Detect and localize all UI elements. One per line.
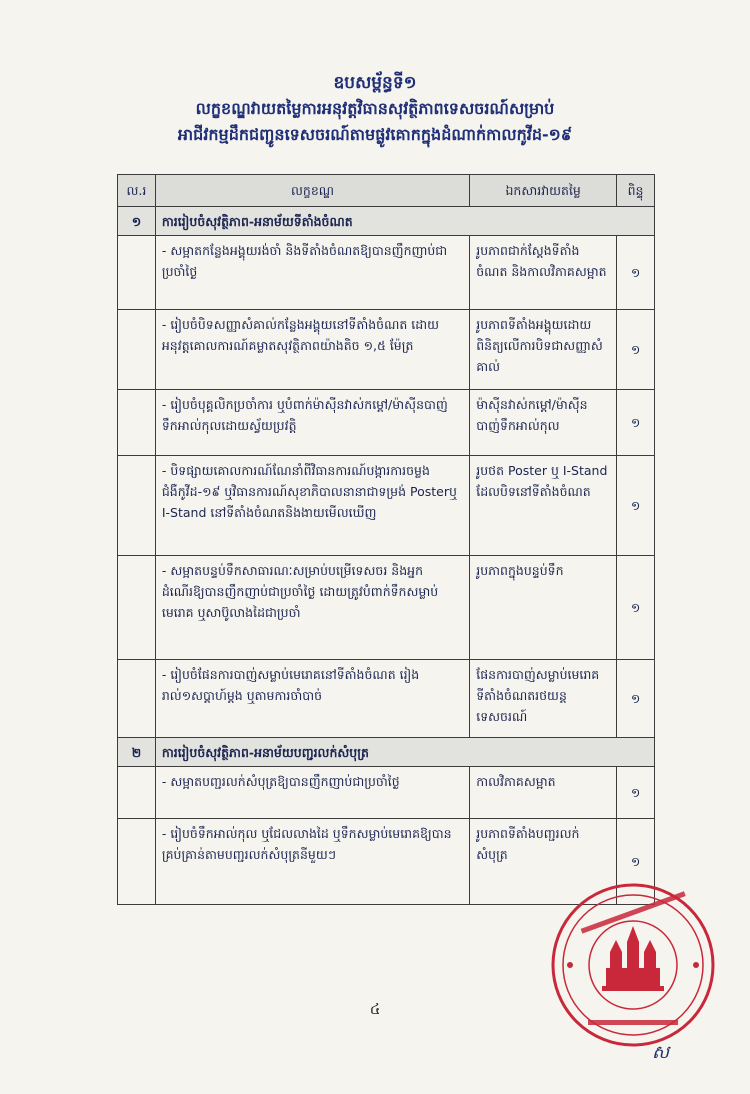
handwritten-initials: ស bbox=[652, 1042, 670, 1063]
criteria-cell: - រៀបចំផែនការបាញ់សម្លាប់មេរោគនៅទីតាំងចំណត រៀងរាល់១សប្តាហ៍ម្តង ឬតាមការចាំបាច់ bbox=[155, 660, 469, 738]
evidence-cell: រូបភាពជាក់ស្តែងទីតាំងចំណត និងកាលវិភាគសម្អាត bbox=[470, 236, 617, 310]
table-header-row bbox=[118, 175, 655, 207]
section-title: ការរៀបចំសុវត្ថិភាព-អនាម័យទីតាំងចំណត bbox=[155, 207, 654, 236]
evidence-cell: រូបភាពក្នុងបន្ទប់ទឹក bbox=[470, 556, 617, 660]
table-row bbox=[118, 236, 655, 310]
criteria-cell: - បិទផ្សាយគោលការណ៍ណែនាំពីវិធានការណ៍បង្ការការចម្លងជំងឺកូវីដ-១៩ ឬវិធានការណ៍សុខាភិបាលនានាជាទម្រង់ Posterឬ I-Stand នៅទីតាំងចំណតនិងងាយមើលឃើញ bbox=[155, 456, 469, 556]
evidence-cell: ផែនការបាញ់សម្លាប់មេរោគទីតាំងចំណតរថយន្តទេសចរណ៍ bbox=[470, 660, 617, 738]
evidence-cell: ម៉ាស៊ីនវាស់កម្តៅ/ម៉ាស៊ីនបាញ់ទឹកអាល់កុល bbox=[470, 390, 617, 456]
evidence-cell: រូបភាពទីតាំងបញ្ជរលក់សំបុត្រ bbox=[470, 819, 617, 905]
evidence-cell: រូបថត Poster ឬ I-Stand ដែលបិទនៅទីតាំងចំណត bbox=[470, 456, 617, 556]
document-header bbox=[0, 70, 750, 148]
heading-line-2: លក្ខខណ្ឌវាយតម្លៃការអនុវត្តវិធានសុវត្ថិភាពទេសចរណ៍សម្រាប់ bbox=[195, 99, 555, 118]
criteria-cell: - រៀបចំទឹកអាល់កុល ឬជែលលាងដៃ ឬទឹកសម្លាប់មេរោគឱ្យបានគ្រប់គ្រាន់តាមបញ្ជរលក់សំបុត្រនីមួយៗ bbox=[155, 819, 469, 905]
evidence-cell: កាលវិភាគសម្អាត bbox=[470, 767, 617, 819]
score-cell: ១ bbox=[617, 456, 655, 556]
score-cell: ១ bbox=[617, 310, 655, 390]
score-cell: ១ bbox=[617, 660, 655, 738]
table-row bbox=[118, 556, 655, 660]
table-row bbox=[118, 310, 655, 390]
section-title: ការរៀបចំសុវត្ថិភាព-អនាម័យបញ្ជរលក់សំបុត្រ bbox=[155, 738, 654, 767]
criteria-cell: - រៀបចំបិទសញ្ញាសំគាល់កន្លែងអង្គុយនៅទីតាំងចំណត ដោយអនុវត្តគោលការណ៍គម្លាតសុវត្ថិភាពយ៉ាងតិច ១,៥ ម៉ែត្រ bbox=[155, 310, 469, 390]
section-row bbox=[118, 738, 655, 767]
evidence-cell: រូបភាពទីតាំងអង្គុយដោយពិនិត្យលើការបិទជាសញ្ញាសំគាល់ bbox=[470, 310, 617, 390]
official-seal-stamp bbox=[548, 880, 718, 1050]
column-header-evidence: ឯកសារវាយតម្លៃ bbox=[470, 175, 617, 207]
criteria-cell: - រៀបចំបុគ្គលិកប្រចាំការ ឬបំពាក់ម៉ាស៊ីនវាស់កម្តៅ/ម៉ាស៊ីនបាញ់ទឹកអាល់កុលដោយស្វ័យប្រវត្តិ bbox=[155, 390, 469, 456]
section-number: ២ bbox=[118, 738, 156, 767]
column-header-criteria: លក្ខខណ្ឌ bbox=[155, 175, 469, 207]
score-cell: ១ bbox=[617, 556, 655, 660]
criteria-cell: - សម្អាតបញ្ជរលក់សំបុត្រឱ្យបានញឹកញាប់ជាប្រចាំថ្ងៃ bbox=[155, 767, 469, 819]
evaluation-table bbox=[117, 174, 655, 905]
criteria-cell: - សម្អាតកន្លែងអង្គុយរង់ចាំ និងទីតាំងចំណតឱ្យបានញឹកញាប់ជាប្រចាំថ្ងៃ bbox=[155, 236, 469, 310]
annex-title: ឧបសម្ព័ន្ធទី១ bbox=[333, 73, 417, 93]
table-row bbox=[118, 767, 655, 819]
table-row bbox=[118, 456, 655, 556]
criteria-cell: - សម្អាតបន្ទប់ទឹកសាធារណៈសម្រាប់បម្រើទេសចរ និងអ្នកដំណើរឱ្យបានញឹកញាប់ជាប្រចាំថ្ងៃ ដោយត្រូវបំពាក់ទឹកសម្លាប់មេរោគ ឬសាប៊ូលាងដៃជាប្រចាំ bbox=[155, 556, 469, 660]
page-number: ៤ bbox=[369, 1000, 381, 1018]
score-cell: ១ bbox=[617, 767, 655, 819]
score-cell: ១ bbox=[617, 390, 655, 456]
score-cell: ១ bbox=[617, 819, 655, 905]
section-number: ១ bbox=[118, 207, 156, 236]
column-header-number: ល.រ bbox=[118, 175, 156, 207]
table-row bbox=[118, 660, 655, 738]
score-cell: ១ bbox=[617, 236, 655, 310]
section-row bbox=[118, 207, 655, 236]
heading-line-3: អាជីវកម្មដឹកជញ្ជូនទេសចរណ៍តាមផ្លូវគោកក្នុងដំណាក់កាលកូវីដ-១៩ bbox=[177, 125, 573, 144]
table-row bbox=[118, 390, 655, 456]
column-header-score: ពិន្ទុ bbox=[617, 175, 655, 207]
